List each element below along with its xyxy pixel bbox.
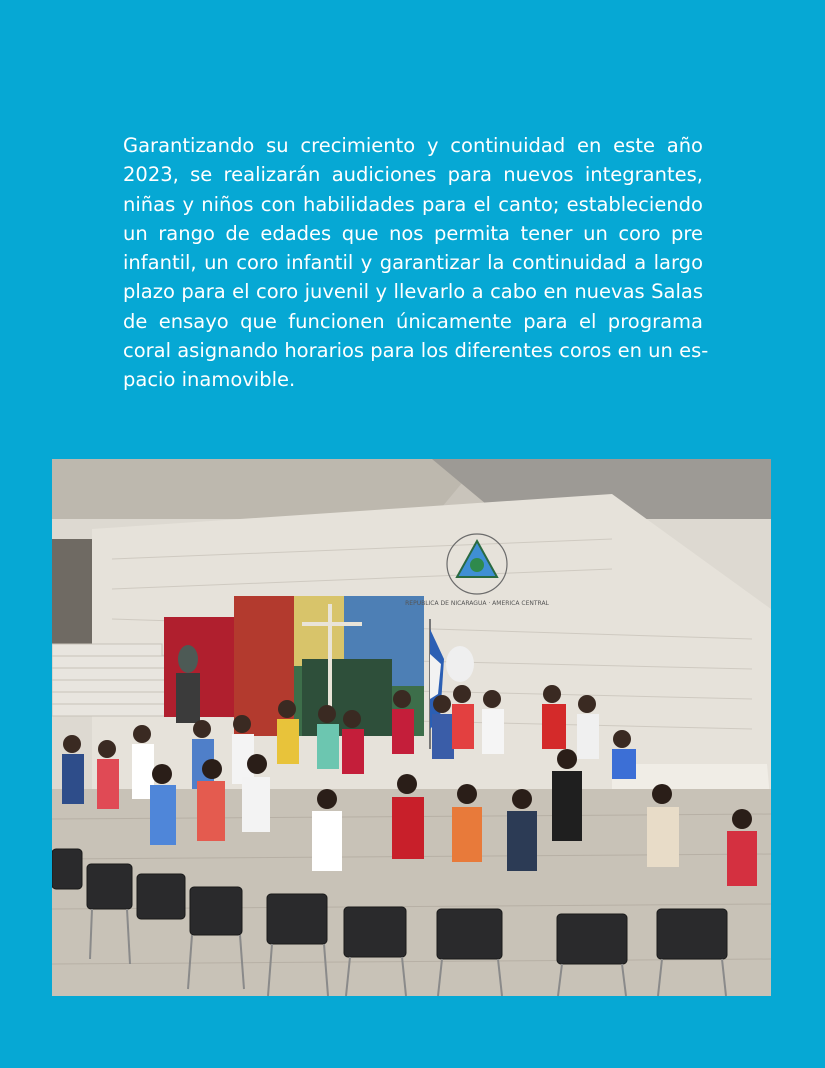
paragraph-line: 2023, se realizarán audiciones para nuevos integrantes, bbox=[123, 163, 703, 187]
choir-rehearsal-photo bbox=[52, 459, 771, 996]
paragraph-line: de ensayo que funcionen únicamente para el programa bbox=[123, 309, 703, 333]
paragraph-line: infantil, un coro infantil y garantizar la continuidad a largo bbox=[123, 251, 703, 275]
paragraph-line: pacio inamovible. bbox=[123, 368, 296, 392]
paragraph-line: un rango de edades que nos permita tener un coro pre bbox=[123, 221, 703, 245]
paragraph-line: coral asignando horarios para los diferentes coros en un es- bbox=[123, 339, 709, 363]
body-paragraph bbox=[123, 131, 709, 395]
seal-text: REPUBLICA DE NICARAGUA · AMERICA CENTRAL bbox=[405, 600, 549, 607]
paragraph-line: niñas y niños con habilidades para el canto; estableciendo bbox=[123, 192, 703, 216]
paragraph-line: plazo para el coro juvenil y llevarlo a cabo en nuevas Salas bbox=[123, 280, 703, 304]
paragraph-line: Garantizando su crecimiento y continuidad en este año bbox=[123, 134, 703, 157]
